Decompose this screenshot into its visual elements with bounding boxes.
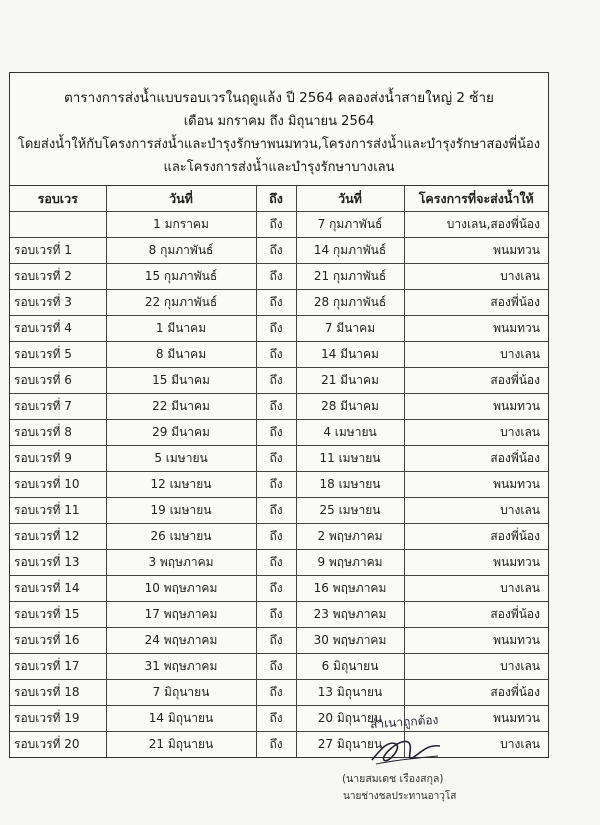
round-cell: รอบเวรที่ 4	[10, 316, 106, 342]
end-date-cell: 14 กุมภาพันธ์	[296, 238, 404, 264]
project-cell: บางเลน	[404, 498, 548, 524]
table-row	[10, 238, 548, 264]
to-cell: ถึง	[256, 264, 296, 290]
to-cell: ถึง	[256, 420, 296, 446]
start-date-cell: 21 มิถุนายน	[106, 732, 256, 758]
project-cell: สองพี่น้อง	[404, 524, 548, 550]
document-period: เดือน มกราคม ถึง มิถุนายน 2564	[183, 114, 375, 129]
document-description-1: โดยส่งน้ำให้กับโครงการส่งน้ำและบำรุงรักษาพนมทวน,โครงการส่งน้ำและบำรุงรักษาสองพี่น้อง	[17, 137, 541, 152]
table-row	[10, 732, 548, 758]
end-date-cell: 21 มีนาคม	[296, 368, 404, 394]
end-date-cell: 23 พฤษภาคม	[296, 602, 404, 628]
end-date-cell: 2 พฤษภาคม	[296, 524, 404, 550]
to-cell: ถึง	[256, 550, 296, 576]
end-date-cell: 16 พฤษภาคม	[296, 576, 404, 602]
end-date-cell: 13 มิถุนายน	[296, 680, 404, 706]
table-row	[10, 472, 548, 498]
round-cell: รอบเวรที่ 16	[10, 628, 106, 654]
start-date-cell: 10 พฤษภาคม	[106, 576, 256, 602]
end-date-cell: 21 กุมภาพันธ์	[296, 264, 404, 290]
start-date-cell: 19 เมษายน	[106, 498, 256, 524]
to-cell: ถึง	[256, 732, 296, 758]
to-cell: ถึง	[256, 576, 296, 602]
project-cell: พนมทวน	[404, 238, 548, 264]
end-date-cell: 20 มิถุนายน	[296, 706, 404, 732]
table-row	[10, 680, 548, 706]
end-date-cell: 18 เมษายน	[296, 472, 404, 498]
project-cell: สองพี่น้อง	[404, 290, 548, 316]
table-row	[10, 524, 548, 550]
table-row	[10, 706, 548, 732]
end-date-cell: 7 กุมภาพันธ์	[296, 212, 404, 238]
project-cell: พนมทวน	[404, 706, 548, 732]
document-description-2: และโครงการส่งน้ำและบำรุงรักษาบางเลน	[163, 160, 395, 175]
round-cell: รอบเวรที่ 7	[10, 394, 106, 420]
to-cell: ถึง	[256, 238, 296, 264]
project-cell: บางเลน	[404, 264, 548, 290]
certified-copy-stamp: สำเนาถูกต้อง	[369, 712, 439, 732]
end-date-cell: 14 มีนาคม	[296, 342, 404, 368]
to-cell: ถึง	[256, 472, 296, 498]
table-row	[10, 446, 548, 472]
start-date-cell: 26 เมษายน	[106, 524, 256, 550]
round-cell: รอบเวรที่ 13	[10, 550, 106, 576]
round-cell: รอบเวรที่ 1	[10, 238, 106, 264]
round-cell: รอบเวรที่ 15	[10, 602, 106, 628]
start-date-cell: 17 พฤษภาคม	[106, 602, 256, 628]
document-header	[10, 73, 548, 186]
round-cell: รอบเวรที่ 8	[10, 420, 106, 446]
signer-name: (นายสมเดช เรืองสกุล)	[342, 773, 444, 785]
table-row	[10, 602, 548, 628]
to-cell: ถึง	[256, 212, 296, 238]
column-header-start-date: วันที่	[106, 186, 256, 212]
round-cell	[10, 212, 106, 238]
end-date-cell: 11 เมษายน	[296, 446, 404, 472]
end-date-cell: 25 เมษายน	[296, 498, 404, 524]
signature-image	[366, 730, 446, 770]
start-date-cell: 22 กุมภาพันธ์	[106, 290, 256, 316]
start-date-cell: 24 พฤษภาคม	[106, 628, 256, 654]
start-date-cell: 22 มีนาคม	[106, 394, 256, 420]
project-cell: บางเลน	[404, 420, 548, 446]
table-row	[10, 394, 548, 420]
table-row	[10, 368, 548, 394]
to-cell: ถึง	[256, 446, 296, 472]
round-cell: รอบเวรที่ 11	[10, 498, 106, 524]
table-row	[10, 576, 548, 602]
to-cell: ถึง	[256, 290, 296, 316]
round-cell: รอบเวรที่ 3	[10, 290, 106, 316]
end-date-cell: 28 มีนาคม	[296, 394, 404, 420]
round-cell: รอบเวรที่ 10	[10, 472, 106, 498]
to-cell: ถึง	[256, 316, 296, 342]
table-row	[10, 290, 548, 316]
project-cell: บางเลน	[404, 576, 548, 602]
start-date-cell: 31 พฤษภาคม	[106, 654, 256, 680]
column-header-to: ถึง	[256, 186, 296, 212]
start-date-cell: 14 มิถุนายน	[106, 706, 256, 732]
column-header-end-date: วันที่	[296, 186, 404, 212]
project-cell: สองพี่น้อง	[404, 368, 548, 394]
to-cell: ถึง	[256, 706, 296, 732]
to-cell: ถึง	[256, 368, 296, 394]
start-date-cell: 8 กุมภาพันธ์	[106, 238, 256, 264]
to-cell: ถึง	[256, 524, 296, 550]
end-date-cell: 28 กุมภาพันธ์	[296, 290, 404, 316]
project-cell: สองพี่น้อง	[404, 602, 548, 628]
end-date-cell: 9 พฤษภาคม	[296, 550, 404, 576]
end-date-cell: 6 มิถุนายน	[296, 654, 404, 680]
project-cell: บางเลน	[404, 732, 548, 758]
round-cell: รอบเวรที่ 2	[10, 264, 106, 290]
to-cell: ถึง	[256, 342, 296, 368]
start-date-cell: 8 มีนาคม	[106, 342, 256, 368]
table-row	[10, 550, 548, 576]
signer-title: นายช่างชลประทานอาวุโส	[343, 791, 457, 802]
to-cell: ถึง	[256, 680, 296, 706]
round-cell: รอบเวรที่ 5	[10, 342, 106, 368]
round-cell: รอบเวรที่ 17	[10, 654, 106, 680]
start-date-cell: 5 เมษายน	[106, 446, 256, 472]
round-cell: รอบเวรที่ 6	[10, 368, 106, 394]
start-date-cell: 1 มีนาคม	[106, 316, 256, 342]
project-cell: บางเลน	[404, 342, 548, 368]
start-date-cell: 29 มีนาคม	[106, 420, 256, 446]
column-header-project: โครงการที่จะส่งน้ำให้	[404, 186, 548, 212]
to-cell: ถึง	[256, 498, 296, 524]
column-header-round: รอบเวร	[10, 186, 106, 212]
project-cell: พนมทวน	[404, 472, 548, 498]
table-row	[10, 316, 548, 342]
table-row	[10, 654, 548, 680]
table-header-row	[10, 186, 548, 212]
table-row	[10, 212, 548, 238]
table-row	[10, 420, 548, 446]
project-cell: พนมทวน	[404, 550, 548, 576]
schedule-table	[10, 186, 548, 757]
end-date-cell: 30 พฤษภาคม	[296, 628, 404, 654]
round-cell: รอบเวรที่ 18	[10, 680, 106, 706]
project-cell: บางเลน,สองพี่น้อง	[404, 212, 548, 238]
table-row	[10, 628, 548, 654]
end-date-cell: 4 เมษายน	[296, 420, 404, 446]
end-date-cell: 27 มิถุนายน	[296, 732, 404, 758]
to-cell: ถึง	[256, 654, 296, 680]
start-date-cell: 12 เมษายน	[106, 472, 256, 498]
round-cell: รอบเวรที่ 19	[10, 706, 106, 732]
round-cell: รอบเวรที่ 9	[10, 446, 106, 472]
project-cell: สองพี่น้อง	[404, 680, 548, 706]
to-cell: ถึง	[256, 394, 296, 420]
project-cell: พนมทวน	[404, 316, 548, 342]
schedule-table-body	[10, 212, 548, 758]
end-date-cell: 7 มีนาคม	[296, 316, 404, 342]
start-date-cell: 15 มีนาคม	[106, 368, 256, 394]
start-date-cell: 3 พฤษภาคม	[106, 550, 256, 576]
table-row	[10, 264, 548, 290]
round-cell: รอบเวรที่ 20	[10, 732, 106, 758]
round-cell: รอบเวรที่ 14	[10, 576, 106, 602]
schedule-document	[9, 72, 549, 758]
project-cell: พนมทวน	[404, 394, 548, 420]
project-cell: พนมทวน	[404, 628, 548, 654]
start-date-cell: 15 กุมภาพันธ์	[106, 264, 256, 290]
document-title: ตารางการส่งน้ำแบบรอบเวรในฤดูแล้ง ปี 2564 คลองส่งน้ำสายใหญ่ 2 ซ้าย	[64, 90, 494, 106]
to-cell: ถึง	[256, 602, 296, 628]
table-row	[10, 498, 548, 524]
project-cell: สองพี่น้อง	[404, 446, 548, 472]
start-date-cell: 1 มกราคม	[106, 212, 256, 238]
table-row	[10, 342, 548, 368]
project-cell: บางเลน	[404, 654, 548, 680]
to-cell: ถึง	[256, 628, 296, 654]
round-cell: รอบเวรที่ 12	[10, 524, 106, 550]
start-date-cell: 7 มิถุนายน	[106, 680, 256, 706]
